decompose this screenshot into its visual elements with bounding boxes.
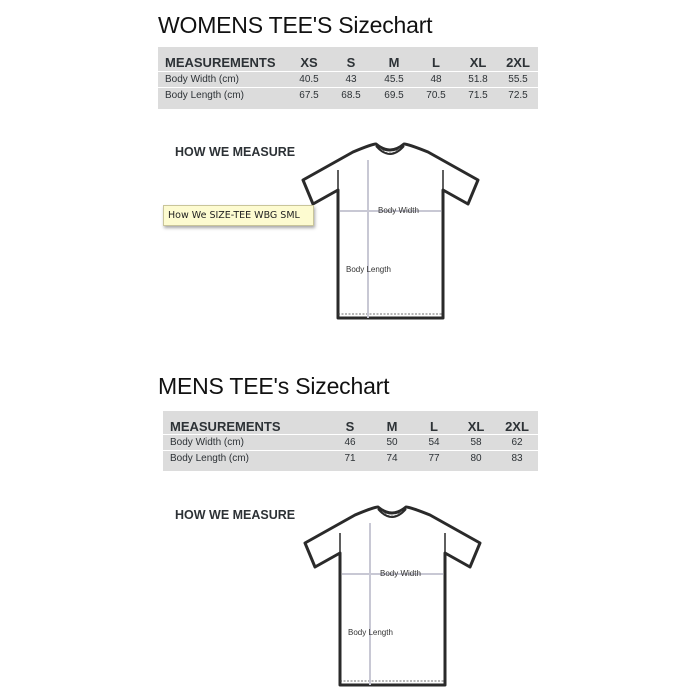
how-we-measure-label: HOW WE MEASURE <box>175 508 296 522</box>
table-cell: 80 <box>470 453 482 464</box>
table-cell: 69.5 <box>384 90 404 101</box>
row-label: Body Width (cm) <box>170 437 244 448</box>
row-label: Body Length (cm) <box>165 90 244 101</box>
row-label: Body Width (cm) <box>165 74 239 85</box>
header-size-2xl: 2XL <box>505 419 529 434</box>
table-cell: 51.8 <box>468 74 488 85</box>
table-cell: 77 <box>428 453 440 464</box>
body-width-label: Body Width <box>380 569 421 578</box>
table-cell: 71.5 <box>468 90 488 101</box>
header-size-s: S <box>345 419 355 434</box>
table-row <box>158 72 538 88</box>
table-row <box>163 435 538 451</box>
tee-outline <box>305 507 480 685</box>
header-size-l: L <box>430 419 438 434</box>
table-cell: 43 <box>345 74 357 85</box>
table-cell: 46 <box>344 437 356 448</box>
body-length-label: Body Length <box>348 628 393 637</box>
table-cell: 45.5 <box>384 74 404 85</box>
body-width-label: Body Width <box>378 206 419 215</box>
table-cell: 83 <box>511 453 523 464</box>
table-cell: 74 <box>386 453 398 464</box>
mens-title: MENS TEE's Sizechart <box>158 373 390 399</box>
table-cell: 58 <box>470 437 482 448</box>
header-size-xl: XL <box>469 55 487 70</box>
table-cell: 40.5 <box>299 74 319 85</box>
body-length-label: Body Length <box>346 265 391 274</box>
tee-outline <box>303 144 478 318</box>
womens-size-table <box>158 47 538 109</box>
table-cell: 67.5 <box>299 90 319 101</box>
header-size-l: L <box>432 55 440 70</box>
table-cell: 50 <box>386 437 398 448</box>
table-cell: 48 <box>430 74 442 85</box>
table-cell: 70.5 <box>426 90 446 101</box>
header-size-s: S <box>346 55 356 70</box>
table-row <box>163 451 538 467</box>
womens-tee-diagram <box>298 140 483 326</box>
table-header-row <box>158 51 538 73</box>
header-size-m: M <box>388 55 400 70</box>
header-measurements: MEASUREMENTS <box>165 55 276 70</box>
table-row <box>158 88 538 104</box>
row-label: Body Length (cm) <box>170 453 249 464</box>
header-size-m: M <box>386 419 398 434</box>
table-cell: 62 <box>511 437 523 448</box>
table-cell: 55.5 <box>508 74 528 85</box>
header-measurements: MEASUREMENTS <box>170 419 281 434</box>
header-size-2xl: 2XL <box>506 55 530 70</box>
table-cell: 54 <box>428 437 440 448</box>
womens-title: WOMENS TEE'S Sizechart <box>158 12 433 38</box>
how-we-measure-label: HOW WE MEASURE <box>175 145 296 159</box>
table-cell: 71 <box>344 453 356 464</box>
table-cell: 68.5 <box>341 90 361 101</box>
header-size-xs: XS <box>300 55 318 70</box>
mens-tee-diagram <box>300 503 485 693</box>
tooltip: How We SIZE-TEE WBG SML <box>163 205 314 226</box>
mens-size-table <box>163 411 538 471</box>
table-cell: 72.5 <box>508 90 528 101</box>
header-size-xl: XL <box>467 419 485 434</box>
